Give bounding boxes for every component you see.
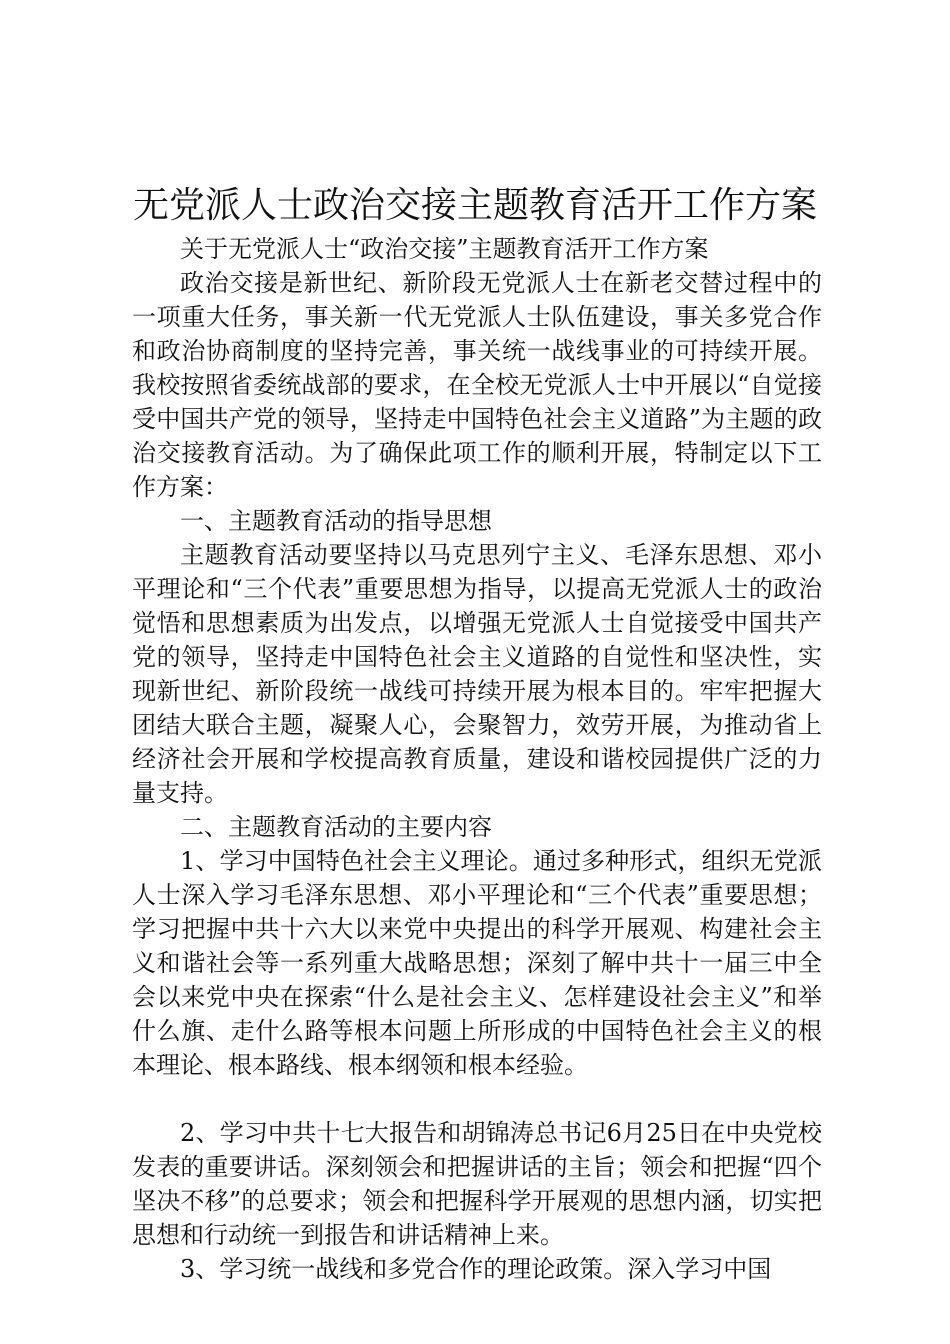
section-heading-2: 二、主题教育活动的主要内容 — [180, 813, 492, 841]
section-heading-1: 一、主题教育活动的指导思想 — [180, 507, 492, 535]
document-title: 无党派人士政治交接主题教育活开工作方案 — [132, 185, 817, 226]
subtitle-paragraph: 关于无党派人士“政治交接”主题教育活开工作方案 — [180, 235, 709, 263]
content-item-1: 1、学习中国特色社会主义理论。通过多种形式，组织无党派人士深入学习毛泽东思想、邓小平理论和“三个代表”重要思想；学习把握中共十六大以来党中央提出的科学开展观、构建社会主义和谐社会等一系列重大战略思想；深刻了解中共十一届三中全会以来党中央在探索“什么是社会主义、怎样建设社会主义”和举什么旗、走什么路等根本问题上所形成的中国特色社会主义的根本理论、根本路线、根本纲领和根本经验。 — [132, 847, 822, 1079]
document-body — [132, 232, 822, 1286]
content-item-2: 2、学习中共十七大报告和胡锦涛总书记6月25日在中央党校发表的重要讲话。深刻领会和把握讲话的主旨；领会和把握“四个坚决不移”的总要求；领会和把握科学开展观的思想内涵，切实把思想和行动统一到报告和讲话精神上来。 — [132, 1119, 822, 1249]
guiding-thought-paragraph: 主题教育活动要坚持以马克思列宁主义、毛泽东思想、邓小平理论和“三个代表”重要思想为指导，以提高无党派人士的政治觉悟和思想素质为出发点，以增强无党派人士自觉接受中国共产党的领导，坚持走中国特色社会主义道路的自觉性和坚决性，实现新世纪、新阶段统一战线可持续开展为根本目的。牢牢把握大团结大联合主题，凝聚人心，会聚智力，效劳开展，为推动省上经济社会开展和学校提高教育质量，建设和谐校园提供广泛的力量支持。 — [132, 541, 822, 807]
intro-paragraph: 政治交接是新世纪、新阶段无党派人士在新老交替过程中的一项重大任务，事关新一代无党派人士队伍建设，事关多党合作和政治协商制度的坚持完善，事关统一战线事业的可持续开展。我校按照省委统战部的要求，在全校无党派人士中开展以“自觉接受中国共产党的领导，坚持走中国特色社会主义道路”为主题的政治交接教育活动。为了确保此项工作的顺利开展，特制定以下工作方案： — [132, 269, 822, 501]
content-item-3: 3、学习统一战线和多党合作的理论政策。深入学习中国 — [180, 1255, 772, 1283]
